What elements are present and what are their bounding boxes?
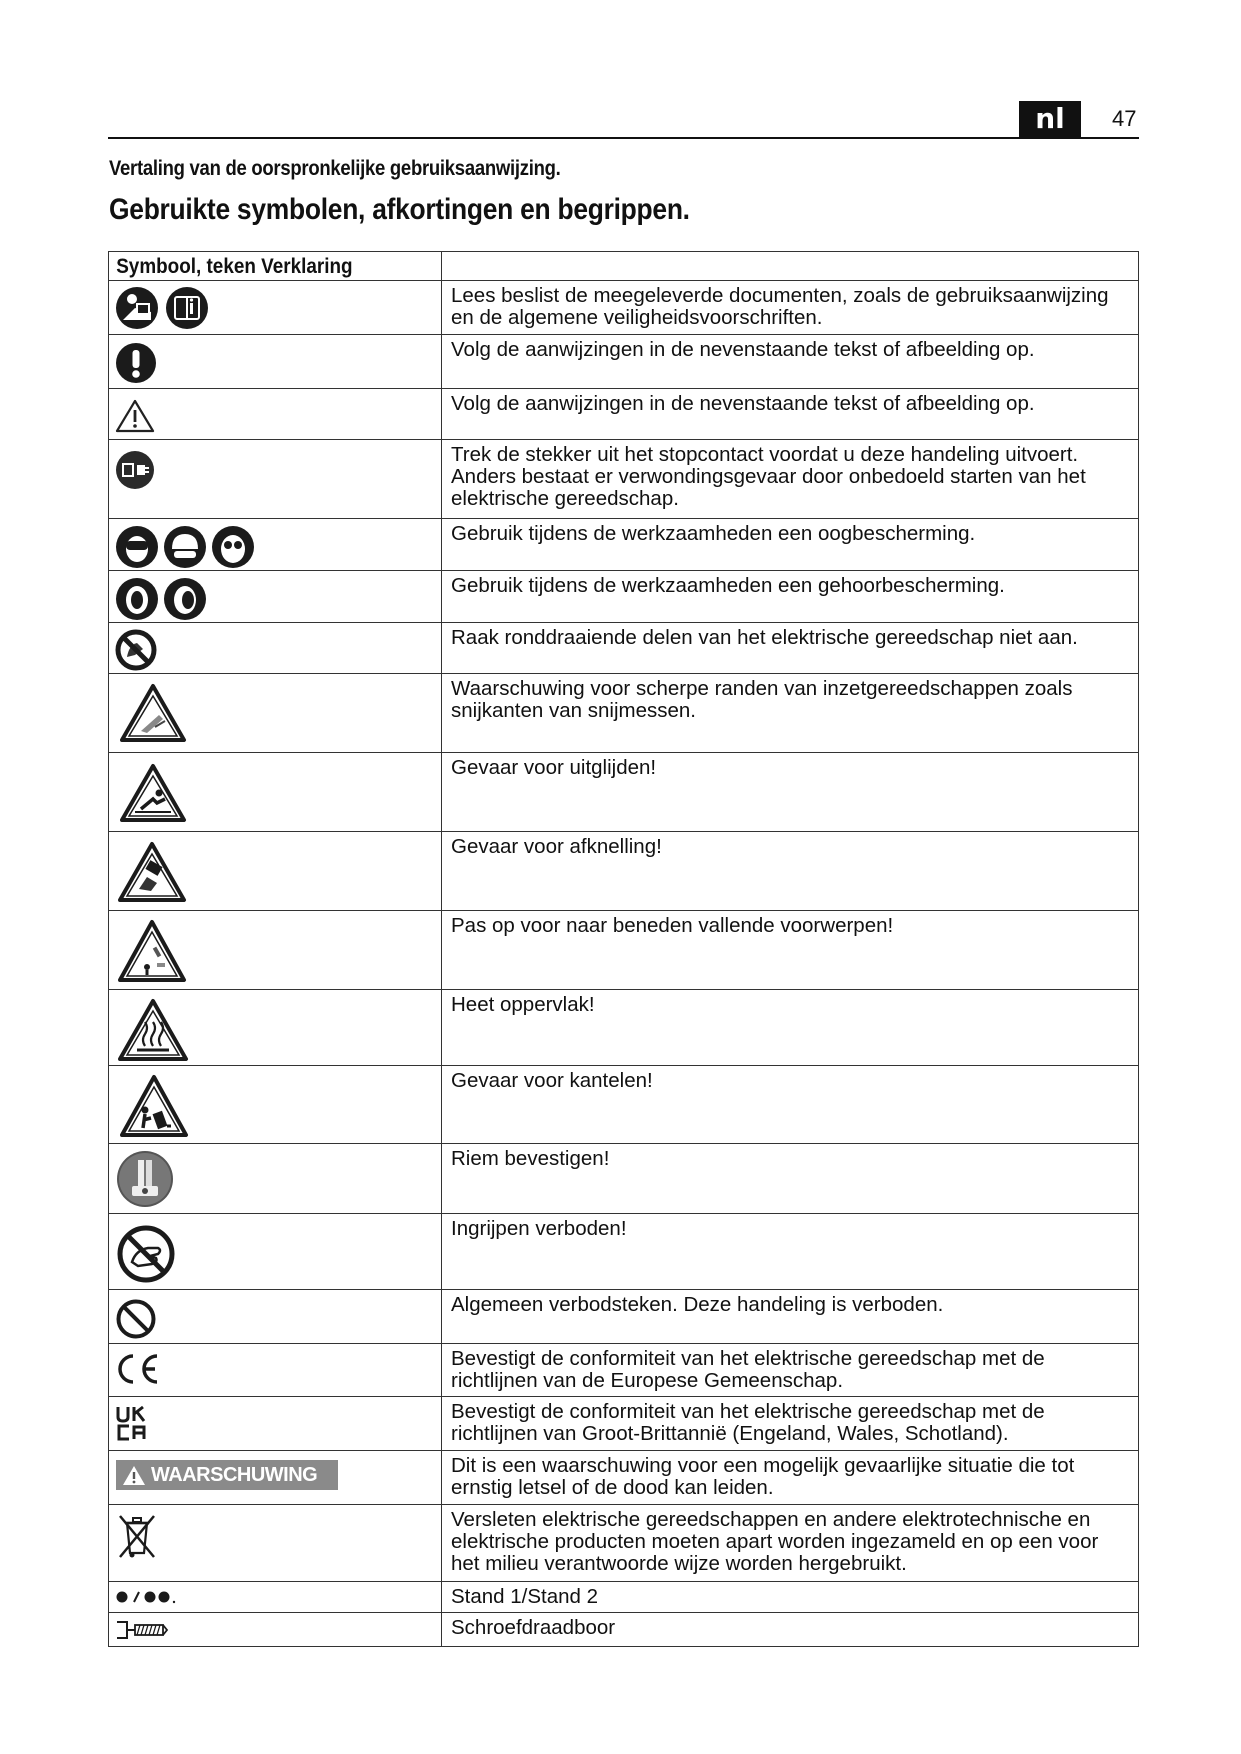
symbols-table: [108, 251, 1139, 1647]
warning-label-icon: [116, 1460, 338, 1490]
read-manual-icon: [115, 286, 159, 330]
row-description: Raak ronddraaiende delen van het elektrische gereedschap niet aan.: [442, 623, 1139, 674]
row-description: Waarschuwing voor scherpe randen van inzetgereedschappen zoals snijkanten van snijmessen.: [442, 674, 1139, 753]
table-row: [109, 1505, 1139, 1582]
document-subtitle: Vertaling van de oorspronkelijke gebruiksaanwijzing.: [109, 157, 561, 180]
header-rule: [108, 137, 1139, 139]
row-description: Heet oppervlak!: [442, 990, 1139, 1066]
warning-triangle-icon: [115, 399, 155, 433]
table-row: [109, 571, 1139, 623]
attach-strap-icon: [116, 1150, 174, 1208]
exclamation-circle-icon: [115, 342, 157, 384]
row-description: Bevestigt de conformiteit van het elektrische gereedschap met de richtlijnen van de Europese Gemeenschap.: [442, 1344, 1139, 1397]
section-title: Gebruikte symbolen, afkortingen en begrippen.: [109, 193, 690, 226]
info-book-icon: [165, 286, 209, 330]
row-description: Pas op voor naar beneden vallende voorwerpen!: [442, 911, 1139, 990]
prohibition-icon: [115, 1298, 157, 1340]
ear-muffs-icon: [115, 577, 159, 621]
table-row: [109, 440, 1139, 519]
table-row: [109, 832, 1139, 911]
unplug-icon: [115, 450, 155, 490]
table-row: [109, 1613, 1139, 1647]
row-description: Schroefdraadboor: [442, 1613, 1139, 1647]
row-description: Gevaar voor kantelen!: [442, 1066, 1139, 1144]
table-row: [109, 1066, 1139, 1144]
table-row: [109, 1290, 1139, 1344]
table-row: [109, 335, 1139, 389]
table-row: [109, 911, 1139, 990]
table-header-row: [109, 252, 1139, 281]
row-description: Volg de aanwijzingen in de nevenstaande tekst of afbeelding op.: [442, 335, 1139, 389]
table-row: [109, 1214, 1139, 1290]
row-description: Bevestigt de conformiteit van het elektrische gereedschap met de richtlijnen van Groot-Brittannië (Engeland, Wales, Schotland).: [442, 1397, 1139, 1451]
tip-over-icon: [119, 1074, 189, 1138]
row-description: Trek de stekker uit het stopcontact voordat u deze handeling uitvoert. Anders bestaat er verwondingsgevaar door onbedoeld starten van het elektrische gereedschap.: [442, 440, 1139, 519]
weee-bin-icon: [117, 1513, 157, 1559]
crush-hazard-icon: [117, 841, 187, 903]
table-row: [109, 1397, 1139, 1451]
row-description: Volg de aanwijzingen in de nevenstaande tekst of afbeelding op.: [442, 389, 1139, 440]
table-header-label: Symbool, teken Verklaring: [116, 255, 353, 278]
table-row: [109, 990, 1139, 1066]
table-row: [109, 389, 1139, 440]
safety-goggles-icon: [211, 525, 255, 569]
face-shield-icon: [115, 525, 159, 569]
row-description: Gevaar voor uitglijden!: [442, 753, 1139, 832]
hot-surface-icon: [117, 998, 189, 1062]
page-number: 47: [1112, 106, 1137, 131]
row-description: Riem bevestigen!: [442, 1144, 1139, 1214]
table-row: [109, 1451, 1139, 1505]
table-row: [109, 674, 1139, 753]
safety-helmet-icon: [163, 525, 207, 569]
ce-mark-icon: [115, 1352, 161, 1386]
row-description: Lees beslist de meegeleverde documenten, zoals de gebruiksaanwijzing en de algemene veiligheidsvoorschriften.: [442, 281, 1139, 335]
warning-label-triangle-icon: [122, 1465, 146, 1486]
table-row: [109, 753, 1139, 832]
sharp-edges-warning-icon: [119, 683, 187, 743]
table-row: [109, 1344, 1139, 1397]
row-description: Gebruik tijdens de werkzaamheden een gehoorbescherming.: [442, 571, 1139, 623]
row-description: Gebruik tijdens de werkzaamheden een oogbescherming.: [442, 519, 1139, 571]
screw-bit-icon: [115, 1619, 169, 1641]
stage-dots-icon: [115, 1590, 179, 1604]
table-row: [109, 281, 1139, 335]
falling-objects-icon: [117, 919, 187, 983]
table-row: [109, 623, 1139, 674]
row-description: Dit is een waarschuwing voor een mogelijk gevaarlijke situatie die tot ernstig letsel of de dood kan leiden.: [442, 1451, 1139, 1505]
no-reaching-in-icon: [116, 1224, 176, 1284]
warning-label-text: WAARSCHUWING: [151, 1463, 318, 1486]
language-badge: nl: [1019, 101, 1081, 137]
ukca-mark-icon: [115, 1405, 149, 1441]
table-row: [109, 1144, 1139, 1214]
no-touch-rotating-icon: [115, 629, 157, 671]
row-description: Gevaar voor afknelling!: [442, 832, 1139, 911]
slip-hazard-icon: [119, 763, 187, 823]
ear-protection-icon: [163, 577, 207, 621]
row-description: Algemeen verbodsteken. Deze handeling is verboden.: [442, 1290, 1139, 1344]
table-row: [109, 1582, 1139, 1613]
row-description: Versleten elektrische gereedschappen en andere elektrotechnische en elektrische producten moeten apart worden ingezameld en op een voor het milieu verantwoorde wijze worden hergebruikt.: [442, 1505, 1139, 1582]
row-description: Ingrijpen verboden!: [442, 1214, 1139, 1290]
table-row: [109, 519, 1139, 571]
row-description: Stand 1/Stand 2: [442, 1582, 1139, 1613]
